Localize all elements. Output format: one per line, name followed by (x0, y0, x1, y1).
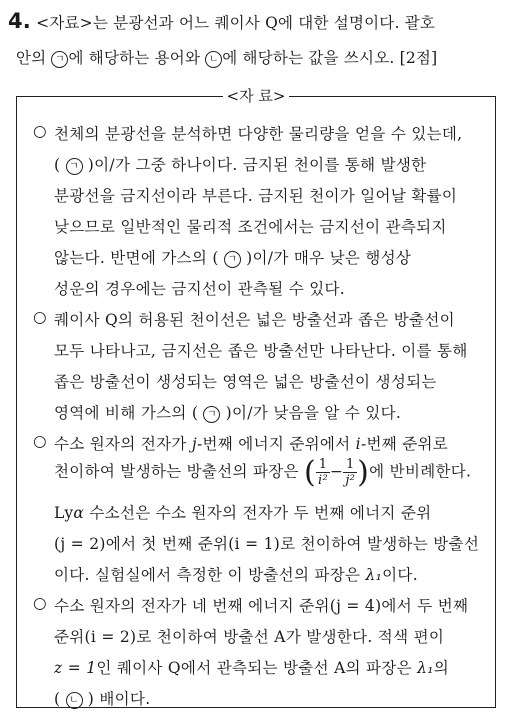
p3-l1b: -번째 에너지 준위에서 (196, 435, 356, 453)
frac1-den: i² (318, 473, 329, 488)
p3-l5a: 이다. 실험실에서 측정한 이 방출선의 파장은 (54, 566, 366, 584)
p2-line-2: 모두 나타나고, 금지선은 좁은 방출선만 나타난다. 이를 통해 (54, 342, 468, 360)
p1-line-2 (54, 153, 426, 175)
p1-line-3: 분광선을 금지선이라 부른다. 금지된 천이가 일어날 확률이 (54, 187, 458, 205)
p1-line-6: 성운의 경우에는 금지선이 관측될 수 있다. (54, 280, 346, 298)
p2-line-1: 퀘이사 Q의 허용된 천이선은 넓은 방출선과 좁은 방출선이 (54, 311, 455, 329)
p4-l3c: 의 (433, 659, 450, 677)
box-title-text: <자 료> (223, 87, 290, 105)
lya-label: Ly (54, 504, 74, 522)
question-text-1: <자료>는 분광선과 어느 퀘이사 Q에 대한 설명이다. 괄호 (36, 14, 436, 32)
p4-line-3 (54, 656, 449, 678)
alpha-symbol: α (73, 504, 85, 522)
p3-l2a: 천이하여 발생하는 방출선의 파장은 (54, 462, 305, 481)
p3-l5b: 이다. (382, 566, 418, 584)
minus-sign: − (330, 462, 344, 481)
mark-a-icon: ㄱ (224, 251, 241, 268)
question-text-2a: 안의 (16, 49, 52, 67)
p4-l4a: ( (54, 690, 66, 708)
bullet-1: ○ (33, 122, 47, 140)
var-j: j (191, 435, 197, 453)
p1-line-1: 천체의 분광선을 분석하면 다양한 물리량을 얻을 수 있는데, (54, 125, 463, 143)
question-text-2b: 에 해당하는 용어와 (68, 49, 206, 67)
p1-line-5 (54, 246, 411, 268)
p4-line-1: 수소 원자의 전자가 네 번째 에너지 준위(j = 4)에서 두 번째 (54, 597, 469, 615)
mark-b-icon: ㄴ (205, 51, 222, 68)
p3-l2b: 에 반비례한다. (369, 462, 472, 481)
p1-l2a: ( (54, 156, 66, 174)
p2-l4a: 영역에 비해 가스의 ( (54, 404, 204, 422)
p1-l5b: )이/가 매우 낮은 행성상 (240, 249, 412, 267)
p4-line-4 (54, 687, 150, 709)
var-i: i (355, 435, 361, 453)
mark-a-icon: ㄱ (51, 51, 68, 68)
frac1-num: 1 (316, 457, 330, 473)
p3-l1a: 수소 원자의 전자가 (54, 435, 192, 453)
fraction-2 (343, 457, 357, 488)
bullet-3: ○ (33, 432, 47, 450)
frac2-num: 1 (343, 457, 357, 473)
question-text-2c: 에 해당하는 값을 쓰시오. [2점] (222, 49, 438, 67)
p2-line-3: 좁은 방출선이 생성되는 영역은 넓은 방출선이 생성되는 (54, 373, 437, 391)
lambda-1: λ₁ (365, 566, 383, 584)
p4-l3b: 인 퀘이사 Q에서 관측되는 방출선 A의 파장은 (96, 659, 418, 677)
frac2-den: j² (345, 473, 356, 488)
p3-line-2 (54, 455, 471, 490)
question-line-2 (16, 46, 437, 68)
redshift-z: z = 1 (54, 659, 97, 677)
p3-line-5 (54, 563, 418, 585)
box-title (0, 85, 512, 106)
question-number: 4. (8, 9, 31, 33)
mark-a-icon: ㄱ (203, 406, 220, 423)
lambda-1-ref: λ₁ (417, 659, 434, 677)
p3-line-4: (j = 2)에서 첫 번째 준위(i = 1)로 천이하여 발생하는 방출선 (54, 535, 480, 553)
paren-open: ( (304, 455, 317, 490)
mark-a-icon: ㄱ (66, 158, 83, 175)
question-line-1 (8, 9, 435, 33)
mark-b-icon: ㄴ (66, 692, 83, 709)
p3-l1c: -번째 준위로 (360, 435, 449, 453)
p1-l2b: )이/가 그중 하나이다. 금지된 천이를 통해 발생한 (82, 156, 427, 174)
bullet-4: ○ (33, 594, 47, 612)
bullet-2: ○ (33, 308, 47, 326)
p1-line-4: 낮으므로 일반적인 물리적 조건에서는 금지선이 관측되지 (54, 218, 447, 236)
p3-line-3 (54, 501, 431, 523)
p3-l3b: 수소선은 수소 원자의 전자가 두 번째 에너지 준위 (84, 504, 432, 522)
p3-line-1 (54, 432, 448, 454)
p1-l5a: 않는다. 반면에 가스의 ( (54, 249, 224, 267)
fraction-1 (316, 457, 330, 488)
p4-l4b: ) 배이다. (82, 690, 151, 708)
p2-line-4 (54, 401, 401, 423)
paren-close: ) (357, 455, 370, 490)
p4-line-2: 준위(i = 2)로 천이하여 방출선 A가 발생한다. 적색 편이 (54, 628, 445, 646)
p2-l4b: )이/가 낮음을 알 수 있다. (220, 404, 402, 422)
